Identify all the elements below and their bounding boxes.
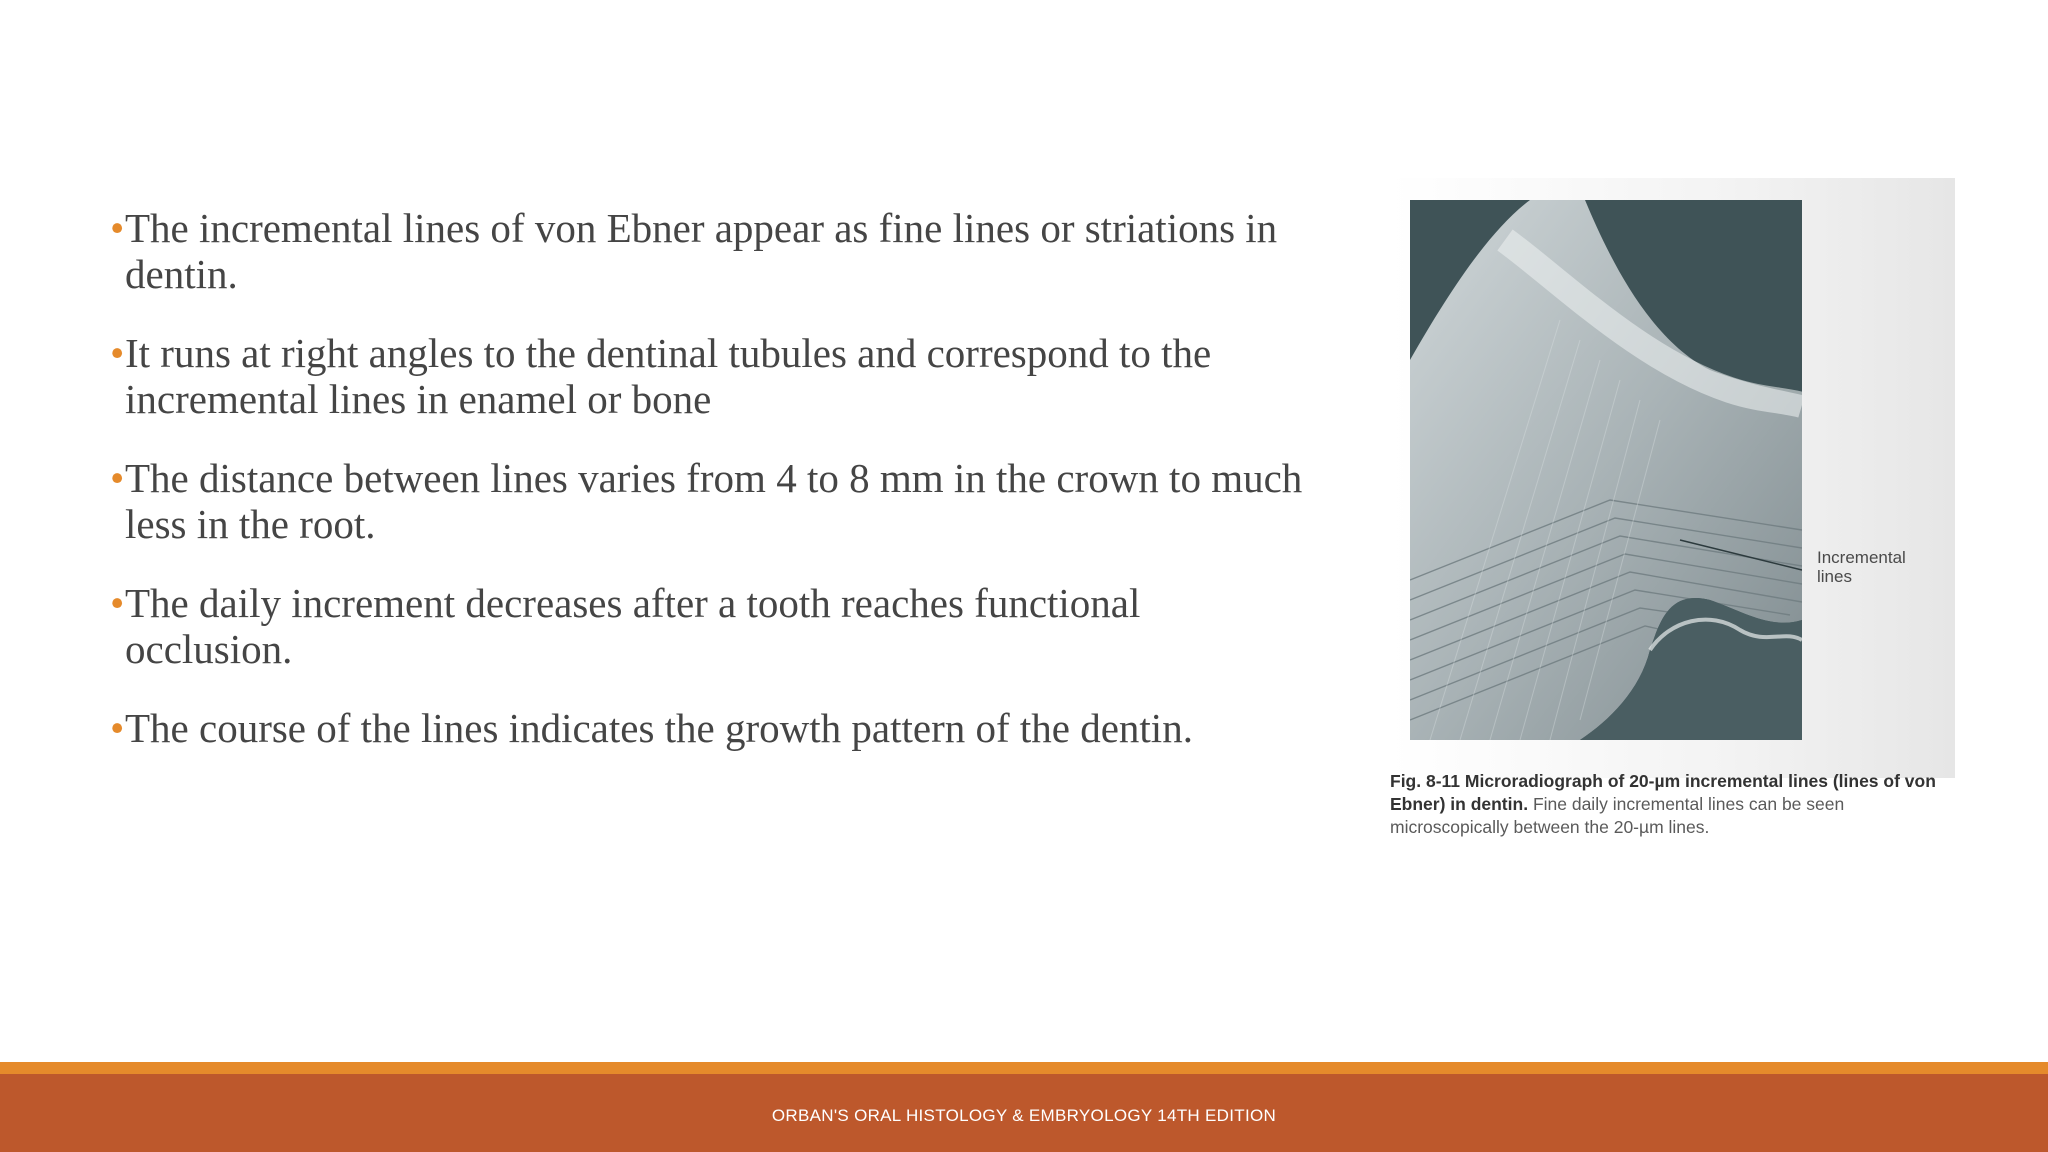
bullet-item [110,330,1310,422]
bullet-item [110,705,1310,751]
bullet-marker: • [110,580,125,626]
bullet-text: The daily increment decreases after a tooth reaches functional occlusion. [125,580,1141,672]
footer-accent-stripe [0,1062,2048,1074]
incremental-lines-label: Incremental lines [1817,548,1906,586]
bullet-marker: • [110,205,125,251]
bullet-item [110,205,1310,297]
bullet-text: The course of the lines indicates the growth pattern of the dentin. [125,705,1193,751]
caption-bold: Fig. 8-11 Microradiograph of 20-µm incremental lines (lines of von Ebner) in dentin. [1390,771,1936,814]
bullet-text: The distance between lines varies from 4 to 8 mm in the crown to much less in the root. [125,455,1303,547]
bullet-item [110,455,1310,547]
bullet-text: It runs at right angles to the dentinal tubules and correspond to the incremental lines in enamel or bone [125,330,1212,422]
figure-caption [1390,770,1950,839]
caption-rest: Fine daily incremental lines can be seen microscopically between the 20-µm lines. [1390,794,1845,837]
micrograph-image [1410,200,1802,740]
bullet-marker: • [110,330,125,376]
bullet-text: The incremental lines of von Ebner appear as fine lines or striations in dentin. [125,205,1278,297]
bullet-item [110,580,1310,672]
bullet-marker: • [110,455,125,501]
bullet-list [110,205,1310,784]
bullet-marker: • [110,705,125,751]
figure [1390,178,1955,848]
footer-text: ORBAN'S ORAL HISTOLOGY & EMBRYOLOGY 14TH EDITION [771,1106,1277,1125]
